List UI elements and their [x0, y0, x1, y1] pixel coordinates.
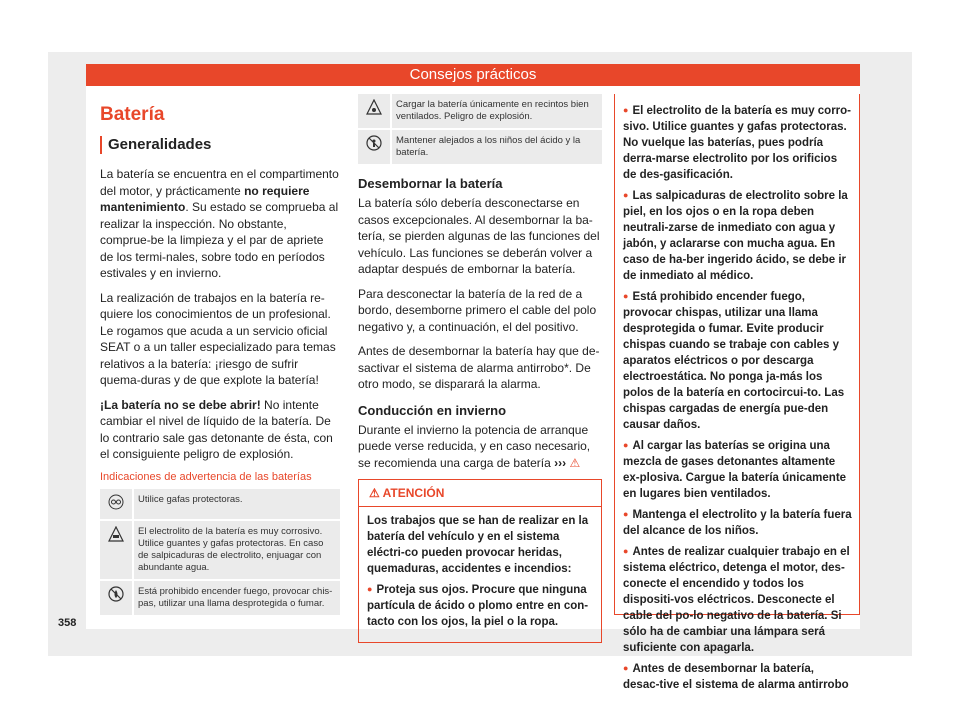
table-row: [100, 580, 340, 616]
attention-bullet: ● Al cargar las baterías se origina una mezcla de gases detonantes altamente ex-plosiva. Cargue la batería únicamente en lugares bien ventilados.: [623, 437, 853, 502]
table-row: [100, 520, 340, 580]
warning-text: Mantener alejados a los niños del ácido y la batería.: [396, 135, 581, 158]
paragraph-do-not-open: ¡La batería no se debe abrir! No intente cambiar el nivel de líquido de la batería. De lo contrario sale gas detonante de ésta, con el consiguiente peligro de explosión.: [100, 397, 333, 461]
paragraph-intro: La batería se encuentra en el compartimento del motor, y prácticamente no requiere mantenimiento. Su estado se comprueba al realizar la inspección. No obstante, comprue-be la limpieza y el par de apriete de los termi-nales, sobre todo en períodos estivales y en invierno.: [100, 167, 339, 280]
paragraph: Para desconectar la batería de la red de a bordo, desemborne primero el cable del polo negativo y, a continuación, el del positivo.: [358, 286, 597, 334]
corrosive-icon: [108, 526, 124, 542]
goggles-icon: [108, 494, 124, 510]
attention-bullet: ● Antes de desembornar la batería, desac-tive el sistema de alarma antirrobo: [623, 660, 853, 693]
warning-triangle-icon: ⚠: [569, 455, 581, 470]
warning-text: Cargar la batería únicamente en recintos bien ventilados. Peligro de explosión.: [396, 99, 589, 122]
table-row: [358, 129, 602, 165]
section-header: Consejos prácticos: [86, 64, 860, 86]
page-number: 358: [58, 617, 77, 629]
attention-bullet: ● Las salpicaduras de electrolito sobre la piel, en los ojos o en la ropa deben neutrali-zarse de inmediato con agua y jabón, y aclararse con mucha agua. En caso de ha-ber ingerido ácido, se debe ir de inmediato al médico.: [623, 187, 853, 284]
explosive-gas-icon: [366, 99, 382, 115]
paragraph: Antes de desembornar la batería hay que de-sactivar el sistema de alarma antirrobo*. De otro modo, se disparará la alarma.: [358, 344, 600, 391]
warnings-table-continued: [358, 94, 602, 166]
attention-bullet: ● El electrolito de la batería es muy corro-sivo. Utilice guantes y gafas protectoras. No vuelque las baterías, pues podría derra-marse electrolito por los orificios de des-gasificación.: [623, 102, 853, 183]
page-title: Batería: [100, 104, 165, 125]
warning-text: Está prohibido encender fuego, provocar chis-pas, utilizar una llama desprotegida o fumar.: [138, 585, 333, 609]
attention-bullet: ● Está prohibido encender fuego, provocar chispas, utilizar una llama desprotegida o fumar. Evite producir chispas cuando se trabaje con cables y aparatos eléctricos o por descarga electroestática. No ponga ja-más los polos de la batería en cortocircui-to. Las chispas cargadas de energía pue-den causar daños.: [623, 288, 853, 433]
warning-text: El electrolito de la batería es muy corrosivo. Utilice guantes y gafas protectoras. En caso de salpicaduras de electrolito, enjuagar con abundante agua.: [138, 525, 324, 573]
warnings-table: [100, 489, 340, 617]
heading-desembornar: Desembornar la batería: [358, 176, 503, 191]
heading-invierno: Conducción en invierno: [358, 402, 507, 418]
no-children-icon: [366, 135, 382, 151]
attention-box: [358, 479, 602, 643]
paragraph-winter: Durante el invierno la potencia de arranque puede verse reducida, y en caso necesario, se recomienda una carga de batería ››› ⚠: [358, 422, 591, 470]
warnings-heading: Indicaciones de advertencia de las baterías: [100, 470, 312, 483]
column-left: [100, 86, 340, 623]
attention-bullet: ● Mantenga el electrolito y la batería fuera del alcance de los niños.: [623, 506, 853, 539]
table-row: [100, 489, 340, 520]
attention-intro: Los trabajos que se han de realizar en la batería del vehículo y en el sistema eléctri-co pueden provocar heridas, quemaduras, accidentes e incendios:: [367, 515, 589, 575]
table-row: [358, 94, 602, 129]
cross-reference-link[interactable]: ›››: [554, 455, 567, 470]
paragraph-professional: La realización de trabajos en la batería re-quiere los conocimientos de un profesional. Le rogamos que acuda a un servicio oficial SEAT o a un taller especializado para temas relativos a la batería: ¡riesgo de sufrir quema-duras y de que explote la batería!: [100, 290, 336, 387]
warning-triangle-icon: ⚠: [369, 486, 380, 500]
attention-bullet: ● Proteja sus ojos. Procure que ninguna partícula de ácido o plomo entre en con-tacto con los ojos, la piel o la ropa.: [367, 581, 593, 630]
attention-bullet: ● Antes de realizar cualquier trabajo en el sistema eléctrico, detenga el motor, des-conecte el encendido y todos los dispositi-vos eléctricos. Desconecte el cable del po-lo negativo de la batería. Si sólo ha de cambiar una lámpara será suficiente con apagarla.: [623, 543, 853, 656]
no-fire-icon: [108, 586, 124, 602]
attention-header: ⚠ ATENCIÓN: [359, 480, 601, 507]
paragraph: La batería sólo debería desconectarse en casos excepcionales. Al desembornar la ba-tería, se pierden algunas de las funciones del vehículo. Las funciones se deberán volver a adaptar después de embornar la batería.: [358, 196, 600, 276]
attention-box-continued: [614, 94, 860, 691]
column-middle: [358, 86, 602, 643]
warning-text: Utilice gafas protectoras.: [138, 493, 243, 505]
section-subtitle: Generalidades: [100, 136, 340, 154]
